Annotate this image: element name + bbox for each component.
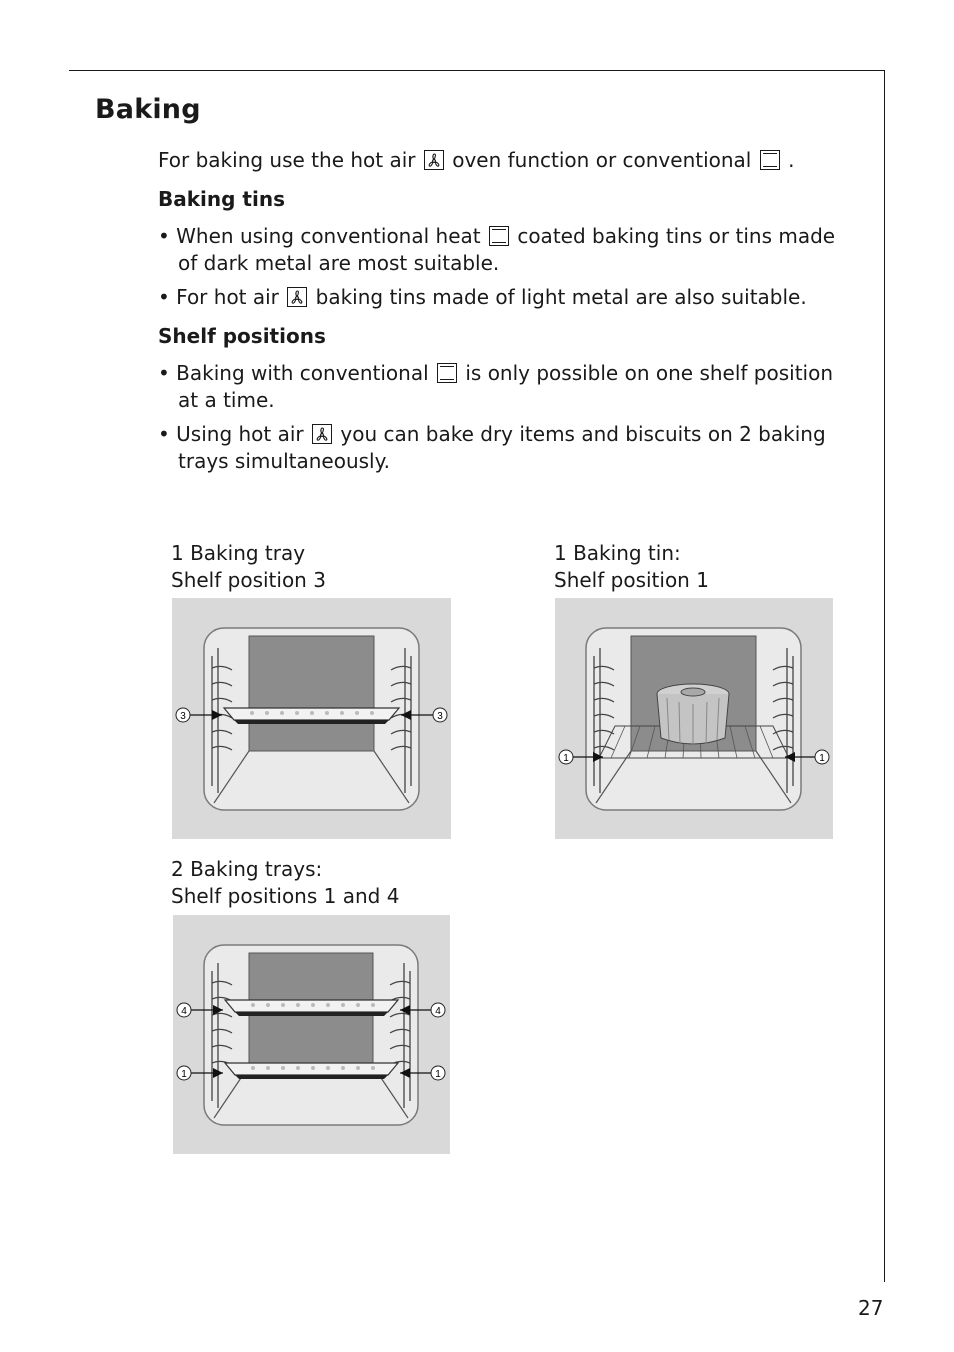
bullet-text-end: you can bake dry items and biscuits on 2 baking trays simultaneously. [178,422,826,473]
intro-text-middle: oven function or conventional [452,148,752,172]
bullet-text-start: • Baking with conventional [158,361,429,385]
caption-line: 1 Baking tray [171,541,306,565]
shelf-marker-lower-left: 1 [181,1069,187,1080]
hot-air-icon [287,287,307,307]
shelf-marker-lower-right: 1 [435,1069,441,1080]
conventional-heat-icon [437,363,457,383]
top-rule [69,70,885,71]
shelf-marker-left: 3 [180,711,186,722]
bullet-text-end: baking tins made of light metal are also suitable. [315,285,807,309]
shelf-marker-upper-right: 4 [435,1006,441,1017]
bullet-text-end: coated baking tins or tins made of dark metal are most suitable. [178,224,836,275]
intro-text-start: For baking use the hot air [158,148,416,172]
figure-3-oven-illustration [173,915,450,1154]
bullet-text-start: • Using hot air [158,422,304,446]
caption-line: Shelf positions 1 and 4 [171,884,400,908]
bullet-text-start: • For hot air [158,285,279,309]
caption-line: Shelf position 1 [554,568,709,592]
caption-line: 2 Baking trays: [171,857,323,881]
figure-1-caption [171,540,326,594]
conventional-heat-icon [489,226,509,246]
bullet-text-start: • When using conventional heat [158,224,481,248]
baking-tins-heading: Baking tins [158,187,285,211]
caption-line: Shelf position 3 [171,568,326,592]
shelf-positions-bullet-1 [158,360,858,414]
shelf-positions-bullet-2 [158,421,858,475]
shelf-marker-right: 3 [437,711,443,722]
figure-1-oven-illustration [172,598,451,839]
intro-paragraph [158,147,858,174]
shelf-positions-heading: Shelf positions [158,324,326,348]
baking-tins-bullet-1 [158,223,858,277]
intro-text-end: . [788,148,795,172]
right-rule [884,70,885,1282]
shelf-marker-left: 1 [563,753,569,764]
page-number: 27 [858,1296,884,1320]
conventional-heat-icon [760,150,780,170]
shelf-marker-upper-left: 4 [181,1006,187,1017]
figure-3-caption [171,856,399,910]
bullet-text-end: is only possible on one shelf position at a time. [178,361,834,412]
page-title: Baking [95,94,201,125]
caption-line: 1 Baking tin: [554,541,681,565]
figure-2-oven-illustration [555,598,833,839]
baking-tins-bullet-2 [158,284,858,311]
figure-2-caption [554,540,709,594]
shelf-marker-right: 1 [819,753,825,764]
hot-air-icon [312,424,332,444]
hot-air-icon [424,150,444,170]
